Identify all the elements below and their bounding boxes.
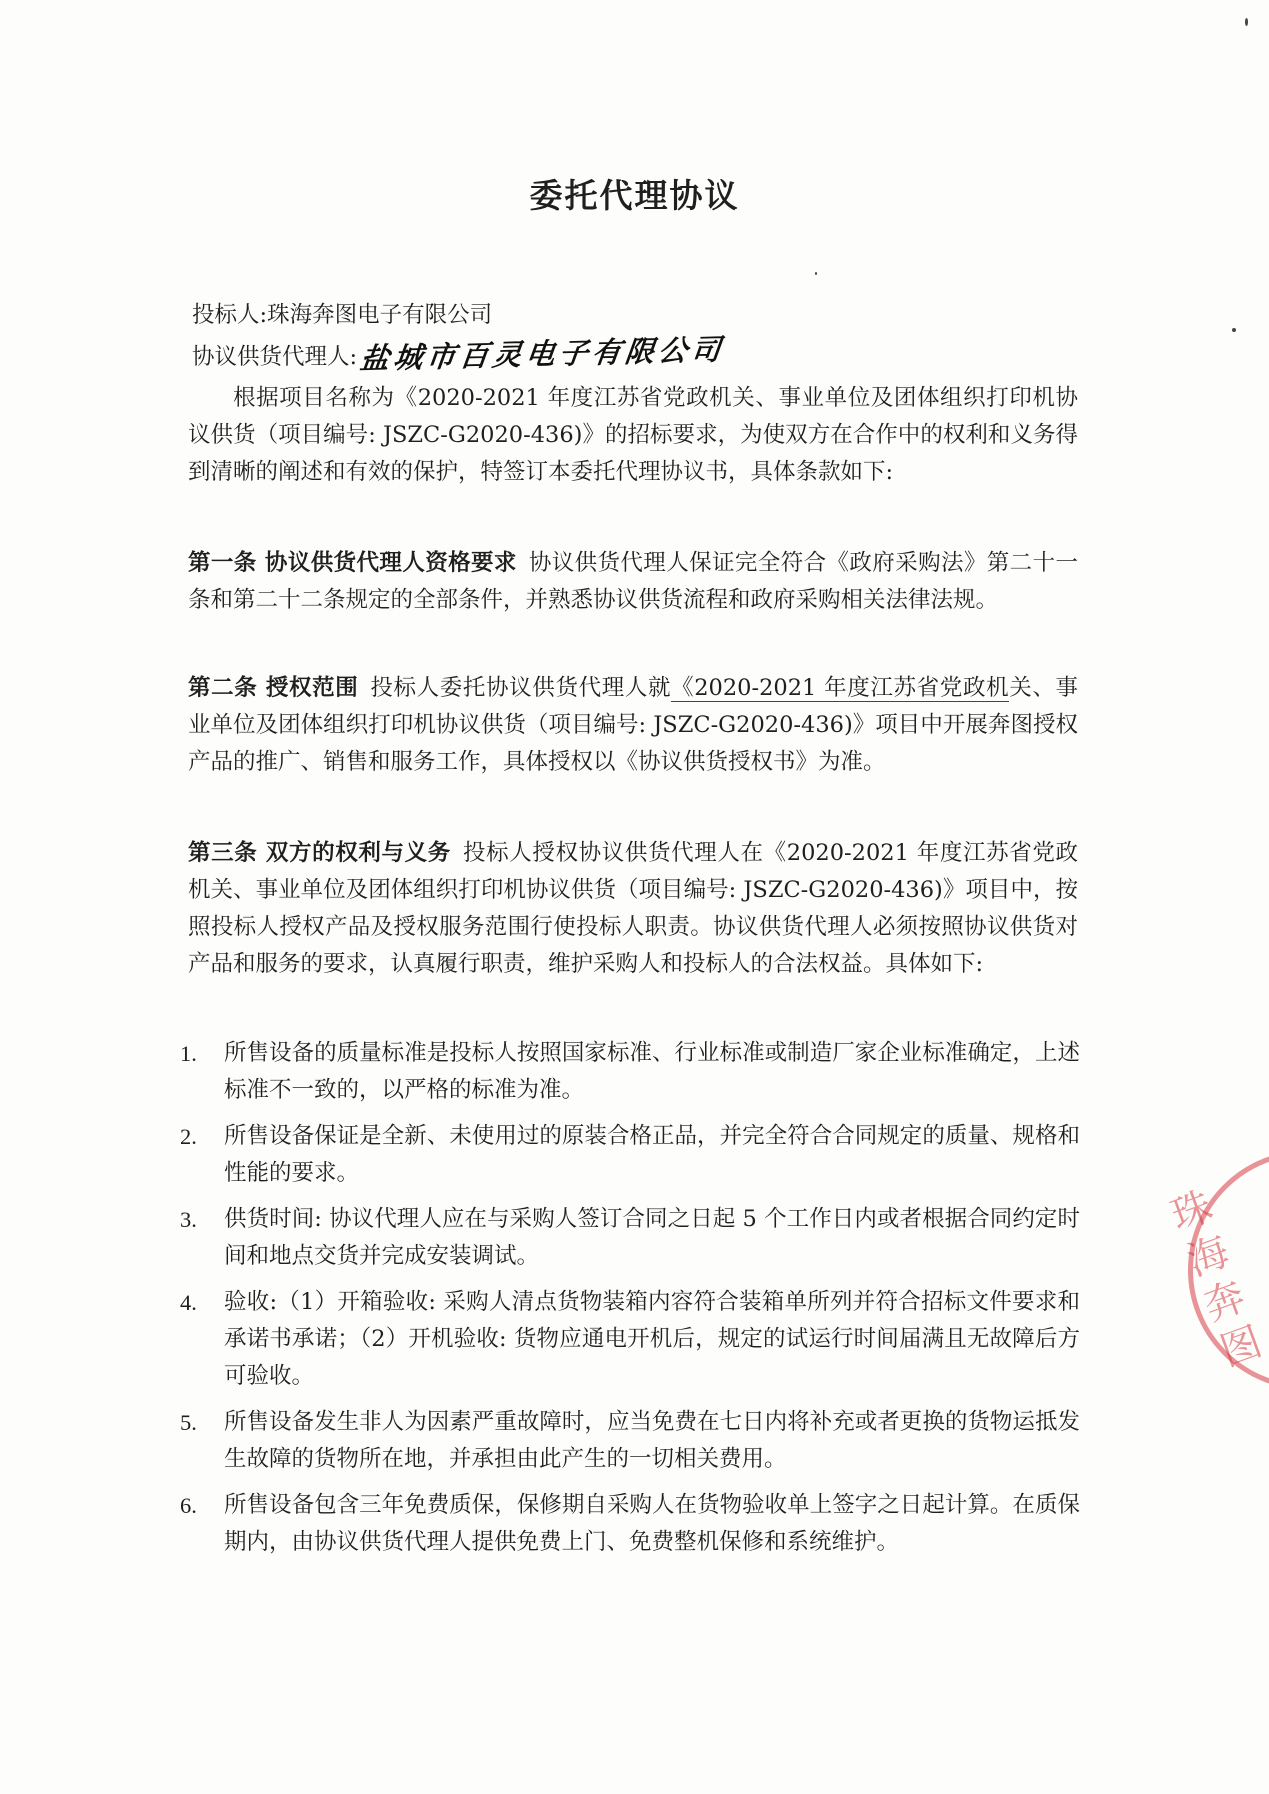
bidder-name: 珠海奔图电子有限公司 xyxy=(267,302,493,328)
list-item xyxy=(180,1404,1080,1478)
article-3-title: 第三条 双方的权利与义务 xyxy=(188,840,451,866)
list-item xyxy=(180,1118,1080,1192)
seal-fragment-text: 珠海奔图 xyxy=(1165,1183,1268,1376)
intro-paragraph: 根据项目名称为《2020-2021 年度江苏省党政机关、事业单位及团体组织打印机协议供货（项目编号: JSZC-G2020-436)》的招标要求，为使双方在合作中的权利和义务得到清晰的阐述和有效的保护，特签订本委托代理协议书，具体条款如下: xyxy=(188,385,1078,485)
list-item-number: 5. xyxy=(180,1410,197,1435)
list-item-text: 验收:（1）开箱验收: 采购人清点货物装箱内容符合装箱单所列并符合招标文件要求和承诺书承诺；（2）开机验收: 货物应通电开机后，规定的试运行时间届满且无故障后方可验收。 xyxy=(224,1289,1080,1389)
document-title: 委托代理协议 xyxy=(529,176,740,215)
list-item xyxy=(180,1487,1080,1561)
list-item-text: 所售设备发生非人为因素严重故障时，应当免费在七日内将补充或者更换的货物运抵发生故障的货物所在地，并承担由此产生的一切相关费用。 xyxy=(224,1409,1080,1472)
bidder-line xyxy=(192,297,492,329)
list-item-text: 所售设备的质量标准是投标人按照国家标准、行业标准或制造厂家企业标准确定，上述标准不一致的，以严格的标准为准。 xyxy=(224,1040,1080,1103)
agent-line xyxy=(192,332,727,376)
article-2 xyxy=(188,670,1078,781)
list-item-number: 2. xyxy=(180,1124,197,1149)
article-2-title: 第二条 授权范围 xyxy=(188,675,359,701)
article-2-text-after: 关、事业单位及团体组织打印机协议供货（项目编号: JSZC-G2020-436)》项目中开展奔图授权产品的推广、销售和服务工作，具体授权以《协议供货授权书》为准。 xyxy=(188,675,1078,775)
list-item xyxy=(180,1201,1080,1275)
list-item-text: 所售设备包含三年免费质保，保修期自采购人在货物验收单上签字之日起计算。在质保期内，由协议供货代理人提供免费上门、免费整机保修和系统维护。 xyxy=(224,1492,1080,1555)
article-1-title: 第一条 协议供货代理人资格要求 xyxy=(188,550,517,576)
agent-label: 协议供货代理人: xyxy=(192,344,358,370)
scan-speck xyxy=(1232,328,1236,332)
scan-speck xyxy=(815,272,817,275)
obligations-list xyxy=(180,1035,1080,1570)
list-item-text: 所售设备保证是全新、未使用过的原装合格正品，并完全符合合同规定的质量、规格和性能的要求。 xyxy=(224,1123,1080,1186)
list-item-text: 供货时间: 协议代理人应在与采购人签订合同之日起 5 个工作日内或者根据合同约定时间和地点交货并完成安装调试。 xyxy=(224,1206,1080,1269)
article-2-underlined-text: 《2020-2021 年度江苏省党政机 xyxy=(671,675,1010,701)
list-item-number: 3. xyxy=(180,1207,197,1232)
list-item xyxy=(180,1284,1080,1395)
agent-name-handwriting: 盐城市百灵电子有限公司 xyxy=(358,332,727,376)
list-item-number: 6. xyxy=(180,1493,197,1518)
list-item xyxy=(180,1035,1080,1109)
list-item-number: 1. xyxy=(180,1041,197,1066)
scan-speck xyxy=(1245,18,1248,26)
article-3-text: 投标人授权协议供货代理人在《2020-2021 年度江苏省党政机关、事业单位及团体组织打印机协议供货（项目编号: JSZC-G2020-436)》项目中，按照投标人授权产品及授权服务范围行使投标人职责。协议供货代理人必须按照协议供货对产品和服务的要求，认真履行职责，维护采购人和投标人的合法权益。具体如下: xyxy=(188,840,1078,977)
article-2-text-before: 投标人委托协议供货代理人就 xyxy=(370,675,672,701)
article-3 xyxy=(188,835,1078,983)
article-1-text: 协议供货代理人保证完全符合《政府采购法》第二十一条和第二十二条规定的全部条件，并熟悉协议供货流程和政府采购相关法律法规。 xyxy=(188,550,1078,613)
bidder-label: 投标人: xyxy=(192,302,268,328)
article-1 xyxy=(188,545,1078,619)
list-item-number: 4. xyxy=(180,1290,197,1315)
